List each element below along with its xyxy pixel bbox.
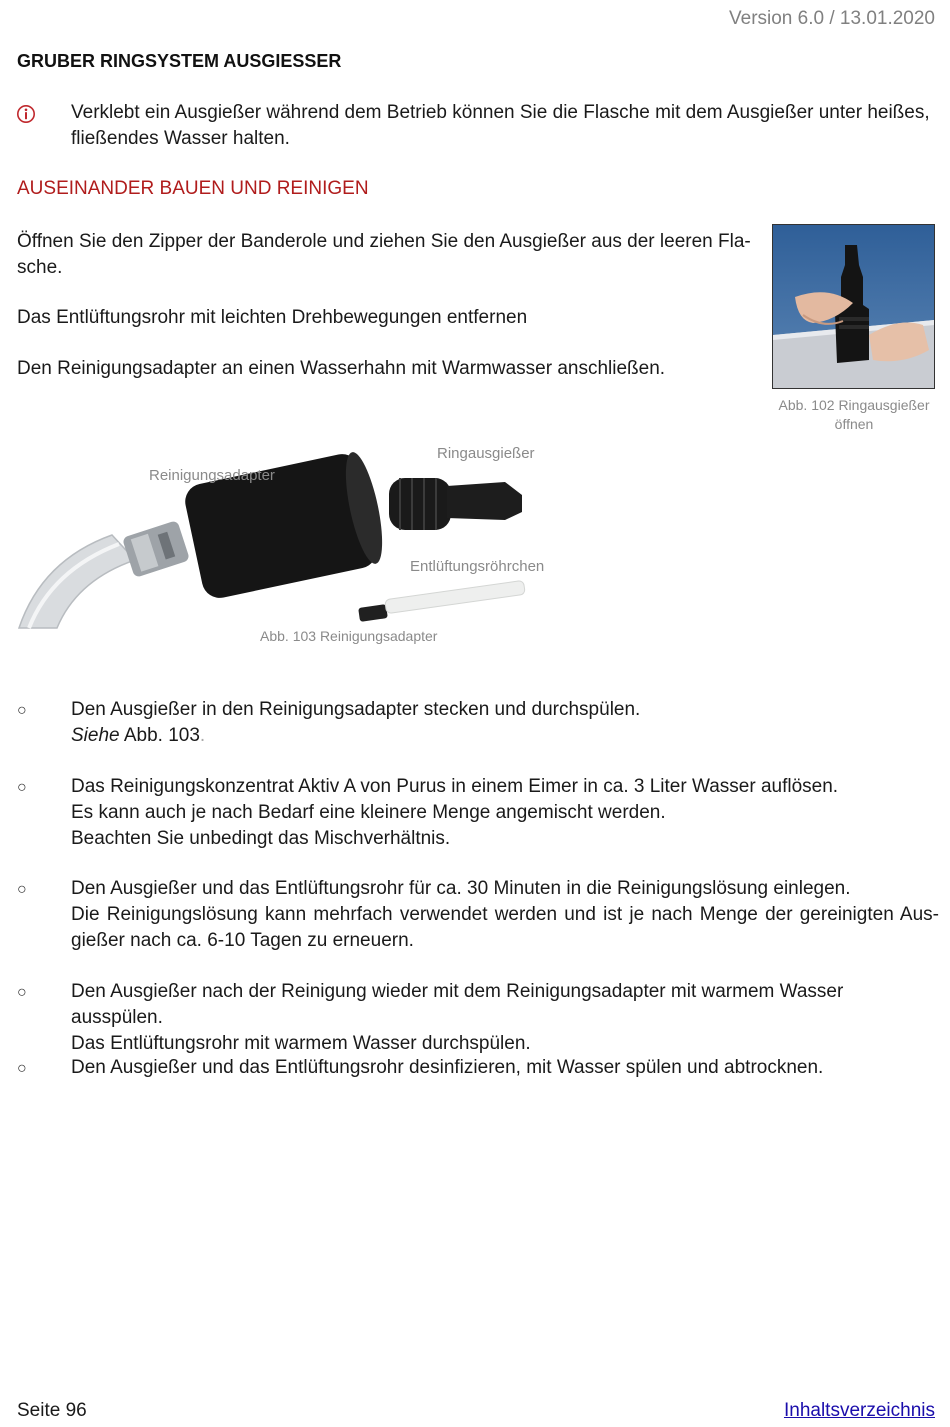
bullet-icon: ○ [17, 984, 27, 1001]
spout-part [389, 478, 522, 530]
step-2 [71, 774, 939, 852]
figure-reference: Abb. 103 [119, 725, 200, 746]
info-circle-icon [16, 104, 36, 124]
intro-paragraph-1 [17, 229, 752, 281]
figure-102-caption [770, 396, 938, 434]
step-line: Den Ausgießer nach der Reinigung wieder mit dem Reinigungsadapter mit warmem Wasser ausspülen. [71, 981, 844, 1028]
info-line-1: Verklebt ein Ausgießer während dem Betrieb können Sie die Flasche mit dem Ausgießer unter heißes, [71, 102, 930, 123]
vent-tube [358, 580, 525, 622]
intro-paragraph-2: Das Entlüftungsrohr mit leichten Drehbewegungen entfernen [17, 307, 528, 328]
step-line: Die Reinigungslösung kann mehrfach verwendet werden und ist je nach Menge der gereinigten Aus- [71, 904, 939, 925]
caption-line: öffnen [834, 416, 874, 432]
step-3 [71, 876, 939, 954]
step-line: Den Ausgießer und das Entlüftungsrohr für ca. 30 Minuten in die Reinigungslösung einlegen. [71, 878, 851, 899]
bullet-icon: ○ [17, 702, 27, 719]
figure-103-cleaning-adapter [17, 440, 577, 630]
intro-paragraph-3: Den Reinigungsadapter an einen Wasserhahn mit Warmwasser anschließen. [17, 358, 666, 379]
bullet-icon: ○ [17, 1060, 27, 1077]
step-5 [71, 1055, 939, 1081]
caption-line: Abb. 102 Ringausgießer [778, 397, 930, 413]
info-note [71, 100, 941, 152]
label-cleaning-adapter: Reinigungsadapter [149, 467, 275, 484]
step-line: Beachten Sie unbedingt das Mischverhältnis. [71, 828, 451, 849]
step-line: gießer nach ca. 6-10 Tagen zu erneuern. [71, 930, 414, 951]
page-number: Seite 96 [17, 1400, 87, 1421]
step-line: Den Ausgießer in den Reinigungsadapter stecken und durchspülen. [71, 699, 641, 720]
step-line: Es kann auch je nach Bedarf eine kleinere Menge angemischt werden. [71, 802, 666, 823]
step-line [71, 723, 939, 749]
intro-line: sche. [17, 257, 63, 278]
label-ring-spout: Ringausgießer [437, 445, 535, 462]
version-label: Version 6.0 / 13.01.2020 [729, 8, 935, 29]
section-title: AUSEINANDER BAUEN UND REINIGEN [17, 178, 369, 199]
page-title: GRUBER RINGSYSTEM AUSGIESSER [17, 51, 342, 71]
info-line-2: fließendes Wasser halten. [71, 128, 290, 149]
label-vent-tube: Entlüftungsröhrchen [410, 558, 545, 575]
reference-dot: . [199, 725, 206, 746]
step-line: Das Reinigungskonzentrat Aktiv A von Purus in einem Eimer in ca. 3 Liter Wasser auflösen. [71, 776, 839, 797]
table-of-contents-link[interactable]: Inhaltsverzeichnis [783, 1400, 935, 1421]
photo-ring-spout-opening [772, 224, 935, 389]
figure-103-caption: Abb. 103 Reinigungsadapter [260, 628, 438, 644]
intro-line: Öffnen Sie den Zipper der Banderole und ziehen Sie den Ausgießer aus der leeren Fla- [17, 231, 751, 252]
hose-clamp [122, 520, 190, 578]
bullet-icon: ○ [17, 881, 27, 898]
step-line: Das Entlüftungsrohr mit warmem Wasser durchspülen. [71, 1033, 531, 1054]
step-1 [71, 697, 939, 749]
step-line: Den Ausgießer und das Entlüftungsrohr desinfizieren, mit Wasser spülen und abtrocknen. [71, 1057, 824, 1078]
bullet-icon: ○ [17, 779, 27, 796]
see-emphasis: Siehe [71, 725, 120, 746]
step-4 [71, 979, 939, 1057]
